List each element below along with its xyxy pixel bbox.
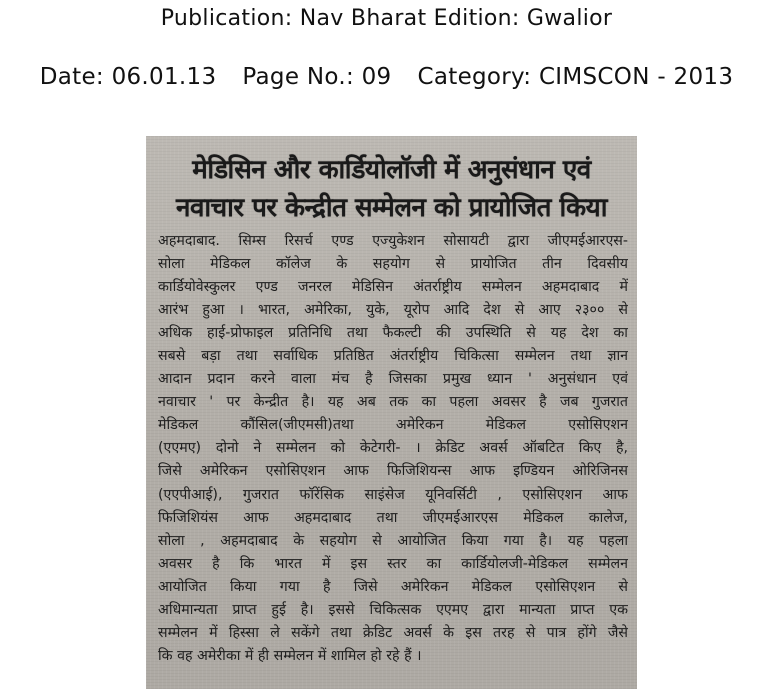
page-number-label: Page No.: 09 (242, 64, 392, 90)
newspaper-clipping (146, 136, 637, 689)
article-line: नवाचार ' पर केन्द्रीत है। यह अब तक का पहला अवसर है जब गुजरात (158, 394, 628, 411)
article-line: अवसर है कि भारत में इस स्तर का कार्डियोलजी-मेडिकल सम्मेलन (158, 555, 628, 572)
article-line: अधिमान्यता प्राप्त हुई है। इससे चिकित्सक एएमए द्वारा मान्यता प्राप्त एक (158, 601, 628, 618)
article-line: जिसे अमेरिकन एसोसिएशन आफ फिजिशियन्स आफ इण्डियन ओरिजिनस (158, 463, 628, 480)
article-line: आदान प्रदान करने वाला मंच है जिसका प्रमुख ध्यान ' अनुसंधान एवं (158, 371, 628, 388)
article-line: अधिक हाई-प्रोफाइल प्रतिनिधि तथा फैकल्टी की उपस्थिति से यह देश का (158, 325, 628, 342)
article-line: फिजिशियंस आफ अहमदाबाद तथा जीएमईआरएस मेडिकल कालेज, (158, 509, 628, 526)
article-line: सोला मेडिकल कॉलेज के सहयोग से प्रायोजित तीन दिवसीय (158, 256, 628, 273)
headline-line-1: मेडिसिन और कार्डियोलॉजी में अनुसंधान एवं (192, 155, 591, 185)
article-line: कि वह अमेरीका में ही सम्मेलन में शामिल हो रहे हैं । (158, 647, 422, 664)
article-line: सम्मेलन में हिस्सा ले सकेंगे तथा क्रेडिट अवर्स के इस तरह से पात्र होंगे जैसे (158, 624, 628, 641)
article-line: सोला , अहमदाबाद के सहयोग से आयोजित किया गया है। यह पहला (158, 532, 628, 549)
meta-line (0, 64, 773, 90)
article-line: आयोजित किया गया है जिसे अमेरिकन मेडिकल एसोसिएशन से (158, 578, 628, 595)
article-line: मेडिकल कौंसिल(जीएमसी)तथा अमेरिकन मेडिकल एसोसिएशन (158, 417, 628, 434)
article-line: (एएपीआई), गुजरात फॉरेंसिक साइंसेज यूनिवर्सिटी , एसोसिएशन आफ (158, 486, 628, 503)
article-line: अहमदाबाद. सिम्स रिसर्च एण्ड एज्युकेशन सोसायटी द्वारा जीएमईआरएस- (158, 233, 628, 249)
headline-line-2: नवाचार पर केन्द्रीत सम्मेलन को प्रायोजित किया (176, 193, 607, 223)
article-line: कार्डियोवेस्कुलर एण्ड जनरल मेडिसिन अंतर्राष्ट्रीय सम्मेलन अहमदाबाद में (158, 279, 628, 296)
date-label: Date: 06.01.13 (39, 64, 217, 90)
article-line: आरंभ हुआ । भारत, अमेरिका, युके, यूरोप आदि देश से आए २३०० से (158, 302, 628, 319)
publication-line: Publication: Nav Bharat Edition: Gwalior (160, 6, 613, 31)
article-line: सबसे बड़ा तथा सर्वाधिक प्रतिष्ठित अंतर्राष्ट्रीय चिकित्सा सम्मेलन तथा ज्ञान (158, 348, 628, 365)
article-body (158, 230, 628, 668)
category-label: Category: CIMSCON - 2013 (417, 64, 734, 90)
article-line: (एएमए) दोनो ने सम्मेलन को केटेगरी- । क्रेडिट अवर्स ऑबटित किए है, (158, 440, 628, 457)
